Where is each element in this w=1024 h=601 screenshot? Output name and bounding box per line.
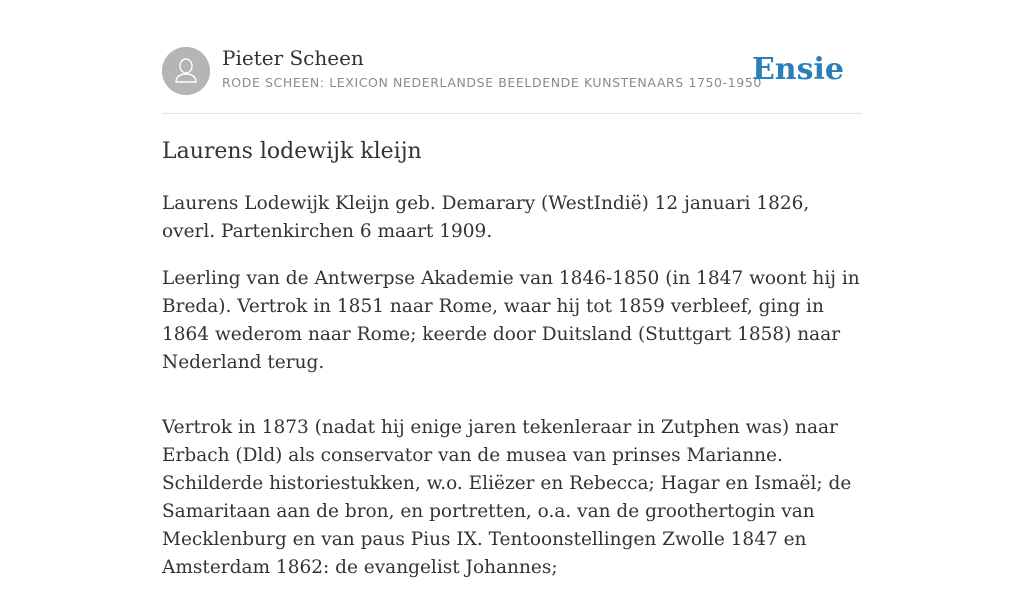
author-name[interactable]: Pieter Scheen [222,46,364,70]
article-header [162,46,862,96]
header-divider [162,113,862,114]
article-title: Laurens lodewijk kleijn [162,139,422,164]
article-paragraph: Vertrok in 1873 (nadat hij enige jaren tekenleraar in Zutphen was) naar Erbach (Dld) als conservator van de musea van prinses Marianne. Schilderde historiestukken, w.o. Eliëzer en Rebecca; Hagar en Ismaël; de Samaritaan aan de bron, en portretten, o.a. van de groothertogin van Mecklenburg en van paus Pius IX. Tentoonstellingen Zwolle 1847 en Amsterdam 1862: de evangelist Johannes; [162,417,852,578]
ensie-logo-link[interactable]: Ensie [751,52,844,87]
user-silhouette-icon [162,47,210,95]
article-paragraph: Leerling van de Antwerpse Akademie van 1846-1850 (in 1847 woont hij in Breda). Vertrok in 1851 naar Rome, waar hij tot 1859 verbleef, ging in 1864 wederom naar Rome; keerde door Duitsland (Stuttgart 1858) naar Nederland terug. [162,268,860,373]
article-body [162,190,862,601]
source-title[interactable]: RODE SCHEEN: LEXICON NEDERLANDSE BEELDENDE KUNSTENAARS 1750-1950 [222,75,762,90]
article-paragraph: Laurens Lodewijk Kleijn geb. Demarary (WestIndië) 12 januari 1826, overl. Partenkirchen 6 maart 1909. [162,193,810,242]
article-page [162,0,862,578]
author-avatar[interactable] [162,47,210,95]
